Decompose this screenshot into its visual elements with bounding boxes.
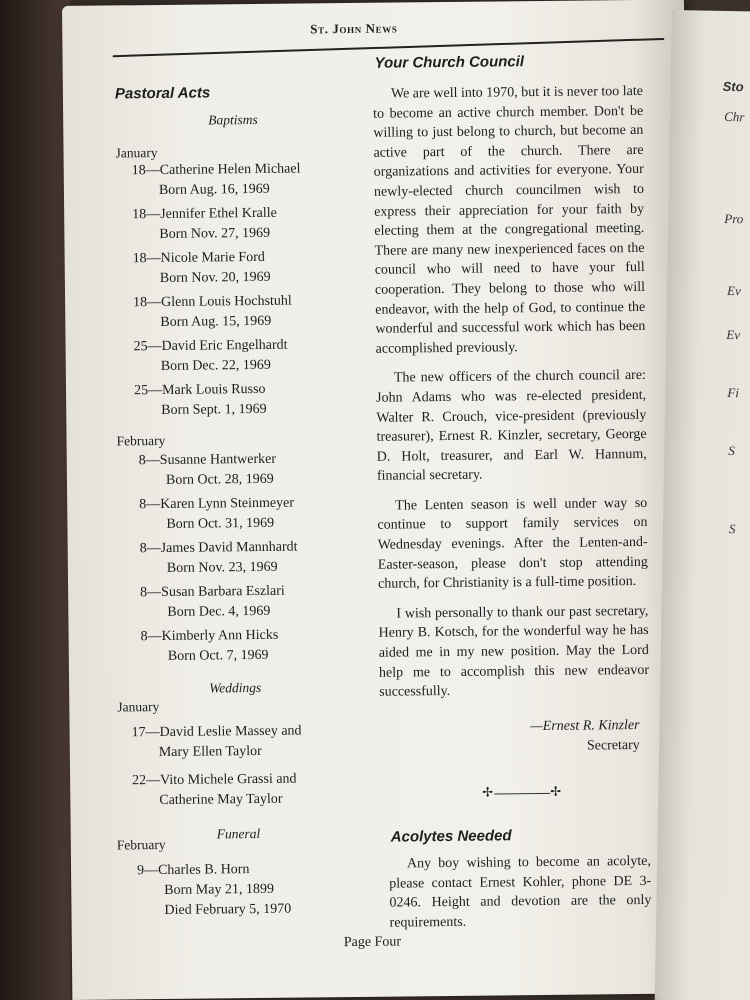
pastoral-acts-heading: Pastoral Acts [114, 84, 211, 103]
page-header: St. John News [310, 20, 398, 37]
next-page-fragment: Ev [726, 283, 741, 299]
wedding-groom: 17—David Leslie Massey and [131, 723, 302, 741]
funeral-died: Died February 5, 1970 [164, 901, 292, 918]
baptism-entry [139, 494, 294, 536]
church-council-body [373, 82, 650, 713]
next-page-fragment: Ev [726, 326, 741, 343]
ornament-right: ✢ [550, 783, 563, 799]
baptism-name: 18—Nicole Marie Ford [132, 249, 265, 267]
church-council-heading: Your Church Council [374, 53, 525, 72]
ornament-left: ✢ [482, 784, 495, 800]
baptism-name: 8—Susan Barbara Eszlari [140, 583, 285, 601]
acolytes-paragraph: Any boy wishing to become an acolyte, please contact Ernest Kohler, phone DE 3-0246. Height and devotion are the only requirements. [389, 853, 652, 931]
baptism-born: Born Nov. 20, 1969 [159, 269, 271, 286]
ornament-line [494, 792, 550, 794]
next-page-fragment: Fi [727, 385, 740, 401]
funeral-born: Born May 21, 1899 [164, 881, 275, 898]
baptism-name: 18—Jennifer Ethel Kralle [132, 205, 277, 223]
baptisms-subheading: Baptisms [208, 111, 258, 128]
baptism-born: Born Sept. 1, 1969 [161, 401, 267, 418]
signature-name: —Ernest R. Kinzler [530, 717, 640, 735]
next-page-fragment: Sto [722, 78, 744, 95]
wedding-bride: Mary Ellen Taylor [158, 743, 262, 761]
baptism-entry [140, 538, 298, 580]
funeral-subheading: Funeral [216, 825, 261, 842]
baptism-entry [132, 204, 277, 246]
council-signature [509, 716, 639, 757]
baptism-name: 8—Susanne Hantwerker [138, 451, 277, 469]
baptism-born: Born Oct. 31, 1969 [166, 515, 275, 532]
baptism-born: Born Aug. 15, 1969 [160, 313, 272, 330]
wedding-bride: Catherine May Taylor [159, 791, 283, 809]
acolytes-body [389, 852, 652, 943]
signature-title: Secretary [586, 737, 640, 754]
funeral-name: 9—Charles B. Horn [136, 862, 250, 879]
funeral-entry [137, 860, 291, 922]
baptism-born: Born Aug. 16, 1969 [158, 181, 270, 198]
baptism-name: 8—Kimberly Ann Hicks [140, 627, 279, 645]
weddings-subheading: Weddings [209, 679, 262, 696]
page-number: Page Four [343, 934, 402, 951]
newsletter-page [62, 0, 694, 1000]
wedding-groom: 22—Vito Michele Grassi and [132, 771, 297, 789]
wedding-entry [132, 722, 302, 764]
wedding-entry [132, 770, 297, 812]
next-page-fragment: S [728, 521, 736, 537]
baptism-name: 8—James David Mannhardt [139, 539, 298, 557]
next-page-fragment: S [728, 443, 735, 459]
background-left [0, 0, 70, 1000]
baptism-entry [132, 160, 301, 202]
baptism-name: 18—Catherine Helen Michael [131, 161, 301, 179]
baptism-born: Born Dec. 4, 1969 [167, 603, 271, 620]
funeral-february-label: February [116, 836, 166, 853]
baptism-name: 18—Glenn Louis Hochstuhl [133, 293, 292, 311]
council-paragraph: We are well into 1970, but it is never too late to become an active church member. Don't be willing to just belong to church, but become an active part of the church. There are organizations and activities for everyone. Your newly-elected church councilmen wish to express their appreciation for your faith by electing them at the congregational meeting. There are many new inexperienced faces on the council who will need to have your full cooperation. They belong to those who will endeavor, with the help of God, to continue the wonderful and successful work which has been accomplished previously. [373, 83, 646, 357]
next-page-fragment: Chr [724, 108, 745, 125]
baptism-entry [133, 248, 271, 289]
baptisms-january-label: January [115, 145, 158, 161]
acolytes-heading: Acolytes Needed [390, 827, 512, 846]
baptism-born: Born Dec. 22, 1969 [160, 357, 271, 374]
baptism-entry [139, 450, 277, 491]
baptism-name: 25—David Eric Engelhardt [133, 337, 288, 355]
baptism-entry [133, 292, 292, 334]
next-page-edge [655, 10, 750, 1000]
baptism-born: Born Nov. 23, 1969 [166, 559, 278, 576]
section-divider-ornament [482, 784, 562, 801]
weddings-january-label: January [117, 699, 160, 715]
baptism-entry [133, 336, 287, 378]
baptism-entry [141, 626, 279, 667]
council-paragraph: I wish personally to thank our past secretary, Henry B. Kotsch, for the wonderful way he has aided me in my new position. May the Lord help me to accomplish this new endeavor successfully. [378, 603, 650, 700]
next-page-fragment: Pro [724, 210, 744, 227]
baptism-born: Born Nov. 27, 1969 [159, 225, 271, 242]
baptism-entry [140, 582, 285, 624]
baptism-name: 8—Karen Lynn Steinmeyer [139, 495, 295, 513]
baptism-entry [134, 380, 267, 421]
council-paragraph: The Lenten season is well under way so continue to support family services on Wednesday evenings. After the Lenten-and-Easter-season, please don't stop attending church, for Christianity is a full-time position. [377, 495, 648, 592]
council-paragraph: The new officers of the church council are: John Adams who was re-elected president, Walter R. Crouch, vice-president (previously treasurer), Ernest R. Kinzler, secretary, George D. Holt, treasurer, and Earl W. Hannum, financial secretary. [376, 368, 647, 485]
baptism-born: Born Oct. 28, 1969 [165, 471, 274, 488]
baptism-name: 25—Mark Louis Russo [133, 381, 266, 399]
baptisms-february-label: February [116, 432, 166, 449]
baptism-born: Born Oct. 7, 1969 [167, 647, 269, 664]
